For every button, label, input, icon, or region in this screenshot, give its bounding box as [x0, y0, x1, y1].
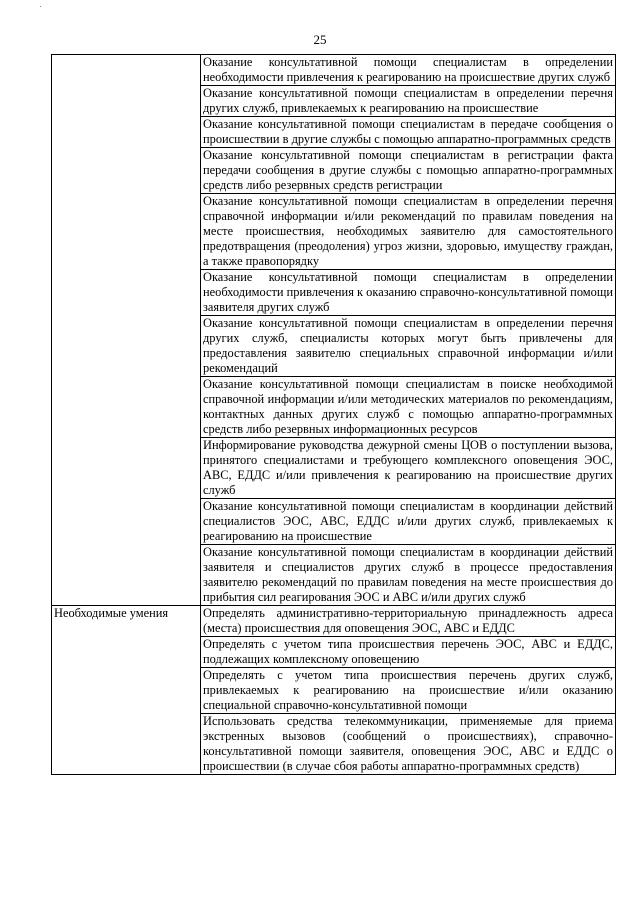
table-cell: Оказание консультативной помощи специалистам в поиске необходимой справочной информации и/или методических материалов по рекомендациям, контактных данных других служб с помощью аппаратно-программных средств либо резервных информационных ресурсов [201, 377, 616, 438]
table-cell: Определять с учетом типа происшествия перечень ЭОС, АВС и ЕДДС, подлежащих комплексному оповещению [201, 637, 616, 668]
row-group-label [52, 55, 201, 606]
row-group-label: Необходимые умения [52, 606, 201, 775]
table-cell: Оказание консультативной помощи специалистам в регистрации факта передачи сообщения в другие службы с помощью аппаратно-программных средств либо резервных средств регистрации [201, 148, 616, 194]
page-number: 25 [313, 32, 327, 47]
table-row [52, 55, 616, 86]
table-row [52, 606, 616, 637]
table-cell: Определять административно-территориальную принадлежность адреса (места) происшествия для оповещения ЭОС, АВС и ЕДДС [201, 606, 616, 637]
table-cell: Оказание консультативной помощи специалистам в передаче сообщения о происшествии в другие службы с помощью аппаратно-программных средств [201, 117, 616, 148]
table-cell: Использовать средства телекоммуникации, применяемые для приема экстренных вызовов (сообщений о происшествиях), справочно-консультативной помощи заявителя, оповещения ЭОС, АВС и ЕДДС о происшествии (в случае сбоя работы аппаратно-программных средств) [201, 714, 616, 775]
table-cell: Определять с учетом типа происшествия перечень других служб, привлекаемых к реагированию на происшествие и/или оказанию специальной справочно-консультативной помощи [201, 668, 616, 714]
table-cell: Оказание консультативной помощи специалистам в определении перечня других служб, привлекаемых к реагированию на происшествие [201, 86, 616, 117]
table-cell: Оказание консультативной помощи специалистам в определении перечня справочной информации и/или рекомендаций по правилам поведения на месте происшествия, необходимых заявителю для самостоятельного предотвращения (преодоления) угроз жизни, здоровью, имуществу граждан, а также правопорядку [201, 194, 616, 270]
table-cell: Оказание консультативной помощи специалистам в координации действий специалистов ЭОС, АВС, ЕДДС и/или других служб, привлекаемых к реагированию на происшествие [201, 499, 616, 545]
scan-speck [40, 6, 41, 7]
table-cell: Оказание консультативной помощи специалистам в определении перечня других служб, специалисты которых могут быть привлечены для предоставления заявителю специальных справочной информации и/или рекомендаций [201, 316, 616, 377]
table-cell: Оказание консультативной помощи специалистам в определении необходимости привлечения к реагированию на происшествие других служб [201, 55, 616, 86]
table-cell: Оказание консультативной помощи специалистам в определении необходимости привлечения к оказанию справочно-консультативной помощи заявителя других служб [201, 270, 616, 316]
competency-table [51, 54, 616, 775]
table-cell: Оказание консультативной помощи специалистам в координации действий заявителя и специалистов других служб в процессе предоставления заявителю рекомендаций по правилам поведения на месте происшествия до прибытия сил реагирования ЭОС и АВС и/или других служб [201, 545, 616, 606]
table-cell: Информирование руководства дежурной смены ЦОВ о поступлении вызова, принятого специалистами и требующего комплексного оповещения ЭОС, АВС, ЕДДС и/или привлечения к реагированию на происшествие других служб [201, 438, 616, 499]
